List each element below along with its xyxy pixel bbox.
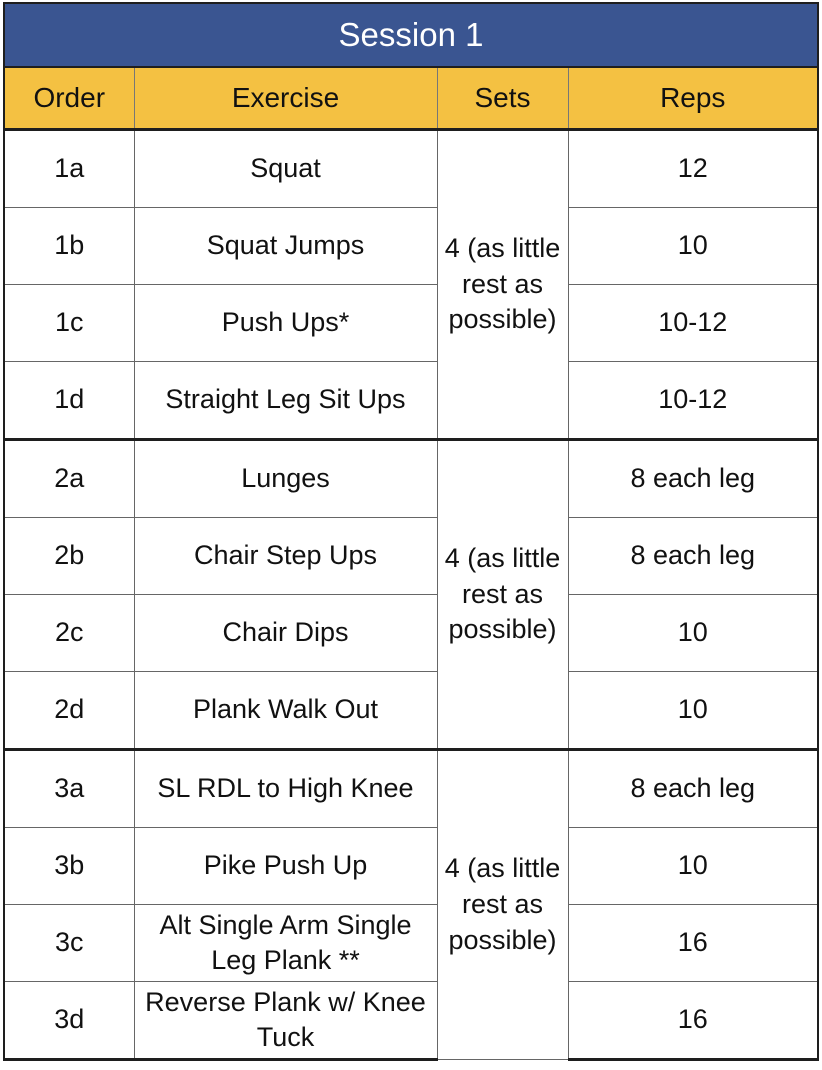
table-row — [4, 285, 818, 362]
session-title: Session 1 — [4, 3, 818, 67]
title-row — [4, 3, 818, 67]
exercise-cell: Chair Step Ups — [134, 518, 437, 595]
order-cell: 3a — [4, 750, 134, 828]
reps-cell: 8 each leg — [568, 750, 818, 828]
table-row — [4, 362, 818, 440]
session-table — [3, 2, 819, 1061]
header-reps: Reps — [568, 67, 818, 130]
sets-cell: 4 (as little rest as possible) — [437, 440, 568, 750]
order-cell: 2d — [4, 672, 134, 750]
table-row — [4, 518, 818, 595]
order-cell: 3d — [4, 982, 134, 1060]
table-row — [4, 130, 818, 208]
exercise-cell: Push Ups* — [134, 285, 437, 362]
exercise-cell: Lunges — [134, 440, 437, 518]
reps-cell: 10 — [568, 208, 818, 285]
sets-cell: 4 (as little rest as possible) — [437, 750, 568, 1060]
table-row — [4, 595, 818, 672]
table-row — [4, 982, 818, 1060]
order-cell: 1c — [4, 285, 134, 362]
table-row — [4, 672, 818, 750]
table-row — [4, 440, 818, 518]
reps-cell: 16 — [568, 905, 818, 982]
exercise-cell: Reverse Plank w/ Knee Tuck — [134, 982, 437, 1060]
order-cell: 3c — [4, 905, 134, 982]
exercise-cell: SL RDL to High Knee — [134, 750, 437, 828]
exercise-cell: Squat — [134, 130, 437, 208]
header-sets: Sets — [437, 67, 568, 130]
reps-cell: 10 — [568, 595, 818, 672]
reps-cell: 10 — [568, 672, 818, 750]
table-row — [4, 750, 818, 828]
exercise-cell: Alt Single Arm Single Leg Plank ** — [134, 905, 437, 982]
order-cell: 2c — [4, 595, 134, 672]
exercise-cell: Squat Jumps — [134, 208, 437, 285]
workout-table-container — [3, 2, 817, 1068]
table-row — [4, 828, 818, 905]
header-row — [4, 67, 818, 130]
table-row — [4, 208, 818, 285]
table-row — [4, 905, 818, 982]
reps-cell: 8 each leg — [568, 440, 818, 518]
header-exercise: Exercise — [134, 67, 437, 130]
sets-cell: 4 (as little rest as possible) — [437, 130, 568, 440]
order-cell: 3b — [4, 828, 134, 905]
reps-cell: 8 each leg — [568, 518, 818, 595]
order-cell: 1a — [4, 130, 134, 208]
exercise-cell: Straight Leg Sit Ups — [134, 362, 437, 440]
order-cell: 1b — [4, 208, 134, 285]
reps-cell: 12 — [568, 130, 818, 208]
order-cell: 1d — [4, 362, 134, 440]
reps-cell: 10-12 — [568, 285, 818, 362]
exercise-cell: Plank Walk Out — [134, 672, 437, 750]
exercise-cell: Chair Dips — [134, 595, 437, 672]
reps-cell: 10 — [568, 828, 818, 905]
exercise-cell: Pike Push Up — [134, 828, 437, 905]
reps-cell: 10-12 — [568, 362, 818, 440]
order-cell: 2b — [4, 518, 134, 595]
header-order: Order — [4, 67, 134, 130]
order-cell: 2a — [4, 440, 134, 518]
reps-cell: 16 — [568, 982, 818, 1060]
